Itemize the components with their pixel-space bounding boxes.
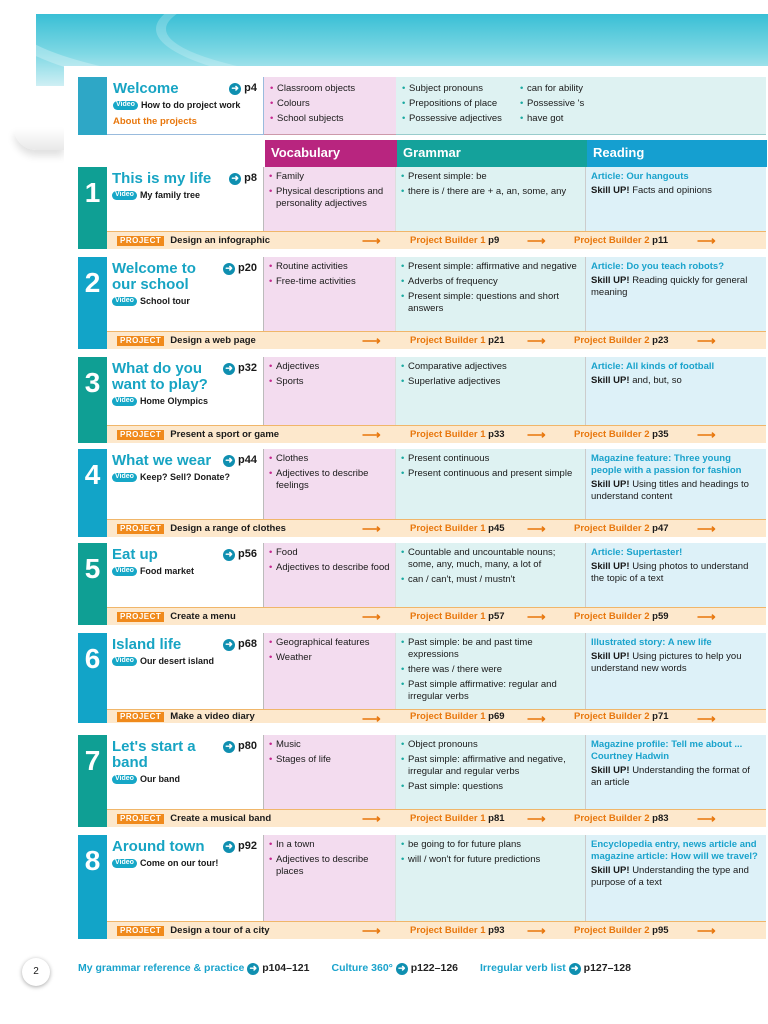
arrow-icon: ⟶ bbox=[527, 333, 546, 348]
unit-page-ref[interactable]: ➜ p32 bbox=[223, 362, 257, 376]
unit-number: 5 bbox=[78, 543, 107, 625]
unit-video[interactable]: Video Keep? Sell? Donate? bbox=[112, 472, 258, 483]
list-item: • there was / there were bbox=[401, 664, 580, 676]
skill-up: Skill UP! and, but, so bbox=[591, 374, 682, 386]
arrow-icon: ⟶ bbox=[697, 811, 716, 826]
unit-video[interactable]: Video School tour bbox=[112, 296, 258, 307]
unit-reading bbox=[586, 167, 766, 231]
arrow-circle-icon: ➜ bbox=[247, 963, 259, 975]
project-badge: PROJECT bbox=[117, 612, 164, 622]
skill-up: Skill UP! Using photos to understand the topic of a text bbox=[591, 560, 749, 584]
unit-video[interactable]: Video Our band bbox=[112, 774, 258, 785]
list-item: • Present continuous and present simple bbox=[401, 468, 580, 480]
list-item: • Object pronouns bbox=[401, 739, 580, 751]
unit-title-cell bbox=[107, 257, 264, 331]
project-title: Design a range of clothes bbox=[170, 522, 286, 534]
project-title: Create a menu bbox=[170, 610, 236, 622]
arrow-circle-icon: ➜ bbox=[223, 549, 235, 561]
reading-title: Illustrated story: A new life bbox=[591, 637, 712, 648]
arrow-icon: ⟶ bbox=[697, 711, 716, 727]
welcome-vocab bbox=[264, 77, 396, 135]
video-icon: Video bbox=[112, 775, 137, 784]
list-item: • Adjectives to describe food bbox=[269, 562, 390, 574]
unit-reading bbox=[586, 449, 766, 519]
footer-culture[interactable]: Culture 360° ➜ p122–126 bbox=[331, 962, 459, 974]
reading-title: Article: Do you teach robots? bbox=[591, 261, 725, 272]
project-builder-2[interactable]: Project Builder 2 p47 bbox=[574, 522, 669, 534]
arrow-icon: ⟶ bbox=[527, 609, 546, 624]
list-item: • can for ability bbox=[520, 83, 584, 95]
list-item: • can / can't, must / mustn't bbox=[401, 574, 580, 586]
reading-title: Article: Our hangouts bbox=[591, 171, 689, 182]
unit-video[interactable]: Video Home Olympics bbox=[112, 396, 258, 407]
unit-grammar bbox=[396, 835, 586, 921]
unit-video[interactable]: Video Come on our tour! bbox=[112, 858, 258, 869]
welcome-row bbox=[78, 77, 766, 135]
project-builder-1[interactable]: Project Builder 1 p9 bbox=[410, 234, 500, 246]
unit-row bbox=[78, 835, 766, 939]
unit-grammar bbox=[396, 257, 586, 331]
reading-title: Article: All kinds of football bbox=[591, 361, 715, 372]
list-item: • Present simple: questions and short answers bbox=[401, 291, 580, 315]
reading-title: Magazine feature: Three young people with a passion for fashion bbox=[591, 453, 742, 476]
list-item: • Subject pronouns bbox=[402, 83, 510, 95]
unit-number: 6 bbox=[78, 633, 107, 723]
list-item: • Family bbox=[269, 171, 390, 183]
project-builder-1[interactable]: Project Builder 1 p69 bbox=[410, 710, 505, 722]
list-item: • Countable and uncountable nouns; some, any, much, many, a lot of bbox=[401, 547, 580, 571]
unit-vocabulary bbox=[264, 835, 396, 921]
arrow-icon: ⟶ bbox=[527, 521, 546, 536]
unit-grammar bbox=[396, 543, 586, 607]
project-badge: PROJECT bbox=[117, 430, 164, 440]
reading-title: Magazine profile: Tell me about ... Courtney Hadwin bbox=[591, 739, 743, 762]
list-item: • Present simple: be bbox=[401, 171, 580, 183]
list-item: • Food bbox=[269, 547, 390, 559]
list-item: • Physical descriptions and personality adjectives bbox=[269, 186, 390, 210]
list-item: • Weather bbox=[269, 652, 390, 664]
unit-title-cell bbox=[107, 633, 264, 709]
arrow-icon: ⟶ bbox=[527, 923, 546, 938]
unit-title: What we wear bbox=[112, 452, 212, 469]
project-badge: PROJECT bbox=[117, 236, 164, 246]
footer-grammar-reference[interactable]: My grammar reference & practice ➜ p104–121 bbox=[78, 962, 310, 974]
reading-title: Article: Supertaster! bbox=[591, 547, 683, 558]
arrow-circle-icon: ➜ bbox=[223, 741, 235, 753]
list-item: • Past simple: questions bbox=[401, 781, 580, 793]
unit-number: 3 bbox=[78, 357, 107, 443]
arrow-circle-icon: ➜ bbox=[396, 963, 408, 975]
unit-reading bbox=[586, 735, 766, 809]
project-bar[interactable] bbox=[107, 921, 766, 939]
page-curl bbox=[14, 128, 64, 150]
project-bar[interactable] bbox=[107, 709, 766, 727]
list-item: • Adjectives to describe feelings bbox=[269, 468, 390, 492]
list-item: • Possessive 's bbox=[520, 98, 584, 110]
unit-vocabulary bbox=[264, 633, 396, 709]
skill-up: Skill UP! Understanding the type and purpose of a text bbox=[591, 864, 749, 888]
video-icon: Video bbox=[112, 297, 137, 306]
welcome-page-ref[interactable]: ➜ p4 bbox=[229, 82, 257, 96]
unit-title: Eat up bbox=[112, 546, 158, 563]
unit-video[interactable]: Video Food market bbox=[112, 566, 258, 577]
arrow-circle-icon: ➜ bbox=[223, 639, 235, 651]
unit-row bbox=[78, 735, 766, 827]
arrow-icon: ⟶ bbox=[362, 811, 381, 826]
project-title: Present a sport or game bbox=[170, 428, 280, 440]
welcome-color-bar bbox=[78, 77, 107, 135]
unit-page-ref[interactable]: ➜ p20 bbox=[223, 262, 257, 276]
project-builder-1[interactable]: Project Builder 1 p81 bbox=[410, 812, 505, 824]
unit-row bbox=[78, 449, 766, 537]
video-icon: Video bbox=[112, 473, 137, 482]
project-title: Make a video diary bbox=[170, 710, 255, 722]
list-item: • Present simple: affirmative and negative bbox=[401, 261, 580, 273]
unit-row bbox=[78, 167, 766, 249]
project-builder-1[interactable]: Project Builder 1 p45 bbox=[410, 522, 505, 534]
list-item: • Geographical features bbox=[269, 637, 390, 649]
list-item: • there is / there are + a, an, some, any bbox=[401, 186, 580, 198]
project-title: Design a tour of a city bbox=[170, 924, 270, 936]
unit-video[interactable]: Video My family tree bbox=[112, 190, 258, 201]
skill-up: Skill UP! Using pictures to help you understand new words bbox=[591, 650, 742, 674]
project-bar[interactable] bbox=[107, 425, 766, 443]
arrow-circle-icon: ➜ bbox=[569, 963, 581, 975]
project-badge: PROJECT bbox=[117, 712, 164, 722]
welcome-title: Welcome bbox=[113, 80, 179, 97]
project-builder-2[interactable]: Project Builder 2 p83 bbox=[574, 812, 669, 824]
project-builder-2[interactable]: Project Builder 2 p95 bbox=[574, 924, 669, 936]
unit-page-ref[interactable]: ➜ p92 bbox=[223, 840, 257, 854]
arrow-circle-icon: ➜ bbox=[229, 173, 241, 185]
list-item: • Stages of life bbox=[269, 754, 390, 766]
video-icon: Video bbox=[112, 191, 137, 200]
unit-title: This is my life bbox=[112, 170, 212, 187]
video-icon: Video bbox=[112, 657, 137, 666]
unit-title: Island life bbox=[112, 636, 182, 653]
unit-reading bbox=[586, 835, 766, 921]
arrow-icon: ⟶ bbox=[697, 427, 716, 442]
project-bar[interactable] bbox=[107, 809, 766, 827]
unit-reading bbox=[586, 357, 766, 425]
unit-reading bbox=[586, 543, 766, 607]
page-number: 2 bbox=[22, 958, 50, 986]
list-item: • Adverbs of frequency bbox=[401, 276, 580, 288]
project-title: Design an infographic bbox=[170, 234, 271, 246]
unit-title-cell bbox=[107, 735, 264, 809]
list-item: • be going to for future plans bbox=[401, 839, 580, 851]
arrow-icon: ⟶ bbox=[697, 233, 716, 248]
unit-title-cell bbox=[107, 357, 264, 425]
project-bar[interactable] bbox=[107, 519, 766, 537]
unit-page-ref[interactable]: ➜ p8 bbox=[229, 172, 257, 186]
welcome-video[interactable]: Video How to do project work bbox=[113, 100, 257, 111]
video-icon: Video bbox=[112, 397, 137, 406]
unit-title-cell bbox=[107, 449, 264, 519]
arrow-icon: ⟶ bbox=[697, 609, 716, 624]
unit-page-ref[interactable]: ➜ p44 bbox=[223, 454, 257, 468]
unit-vocabulary bbox=[264, 257, 396, 331]
unit-title: Around town bbox=[112, 838, 205, 855]
reading-title: Encyclopedia entry, news article and magazine article: How will we travel? bbox=[591, 839, 758, 862]
arrow-icon: ⟶ bbox=[362, 609, 381, 624]
footer-irregular-verbs[interactable]: Irregular verb list ➜ p127–128 bbox=[480, 962, 631, 974]
project-builder-2[interactable]: Project Builder 2 p11 bbox=[574, 234, 668, 246]
project-badge: PROJECT bbox=[117, 524, 164, 534]
unit-title: Let's start a band bbox=[112, 738, 196, 771]
welcome-grammar bbox=[396, 77, 766, 135]
list-item: • Adjectives to describe places bbox=[269, 854, 390, 878]
project-bar[interactable] bbox=[107, 231, 766, 249]
unit-row bbox=[78, 633, 766, 727]
list-item: • Past simple affirmative: regular and irregular verbs bbox=[401, 679, 580, 703]
list-item: • Present continuous bbox=[401, 453, 580, 465]
arrow-icon: ⟶ bbox=[527, 233, 546, 248]
arrow-icon: ⟶ bbox=[362, 923, 381, 938]
unit-number: 1 bbox=[78, 167, 107, 249]
list-item: • Prepositions of place bbox=[402, 98, 510, 110]
arrow-circle-icon: ➜ bbox=[223, 455, 235, 467]
arrow-icon: ⟶ bbox=[362, 233, 381, 248]
welcome-title-cell bbox=[107, 77, 264, 135]
list-item: • will / won't for future predictions bbox=[401, 854, 580, 866]
project-builder-1[interactable]: Project Builder 1 p57 bbox=[410, 610, 505, 622]
unit-page-ref[interactable]: ➜ p80 bbox=[223, 740, 257, 754]
header-vocabulary: Vocabulary bbox=[265, 140, 397, 167]
project-badge: PROJECT bbox=[117, 336, 164, 346]
arrow-icon: ⟶ bbox=[362, 711, 381, 727]
unit-reading bbox=[586, 257, 766, 331]
list-item: • Past simple: be and past time expressions bbox=[401, 637, 580, 661]
unit-title-cell bbox=[107, 835, 264, 921]
unit-vocabulary bbox=[264, 449, 396, 519]
unit-grammar bbox=[396, 167, 586, 231]
unit-vocabulary bbox=[264, 543, 396, 607]
unit-row bbox=[78, 357, 766, 443]
unit-row bbox=[78, 257, 766, 349]
project-builder-2[interactable]: Project Builder 2 p35 bbox=[574, 428, 669, 440]
project-title: Design a web page bbox=[170, 334, 256, 346]
arrow-icon: ⟶ bbox=[527, 811, 546, 826]
header-reading: Reading bbox=[587, 140, 767, 167]
header-grammar: Grammar bbox=[397, 140, 587, 167]
list-item: • Sports bbox=[269, 376, 390, 388]
project-builder-2[interactable]: Project Builder 2 p59 bbox=[574, 610, 669, 622]
list-item: • Music bbox=[269, 739, 390, 751]
unit-vocabulary bbox=[264, 735, 396, 809]
list-item: • Comparative adjectives bbox=[401, 361, 580, 373]
list-item: • Colours bbox=[270, 98, 390, 110]
video-icon: Video bbox=[112, 859, 137, 868]
skill-up: Skill UP! Facts and opinions bbox=[591, 184, 712, 196]
arrow-icon: ⟶ bbox=[362, 521, 381, 536]
project-bar[interactable] bbox=[107, 607, 766, 625]
unit-row bbox=[78, 543, 766, 625]
unit-title-cell bbox=[107, 167, 264, 231]
list-item: • Routine activities bbox=[269, 261, 390, 273]
unit-title-cell bbox=[107, 543, 264, 607]
list-item: • Superlative adjectives bbox=[401, 376, 580, 388]
unit-number: 8 bbox=[78, 835, 107, 939]
skill-up: Skill UP! Reading quickly for general meaning bbox=[591, 274, 748, 298]
list-item: • In a town bbox=[269, 839, 390, 851]
unit-vocabulary bbox=[264, 357, 396, 425]
list-item: • Free-time activities bbox=[269, 276, 390, 288]
arrow-icon: ⟶ bbox=[527, 427, 546, 442]
arrow-icon: ⟶ bbox=[362, 427, 381, 442]
unit-number: 7 bbox=[78, 735, 107, 827]
footer-links bbox=[78, 962, 631, 975]
project-builder-1[interactable]: Project Builder 1 p33 bbox=[410, 428, 505, 440]
arrow-circle-icon: ➜ bbox=[223, 841, 235, 853]
project-bar[interactable] bbox=[107, 331, 766, 349]
project-builder-1[interactable]: Project Builder 1 p21 bbox=[410, 334, 505, 346]
arrow-icon: ⟶ bbox=[362, 333, 381, 348]
list-item: • Possessive adjectives bbox=[402, 113, 510, 125]
list-item: • Past simple: affirmative and negative, irregular and regular verbs bbox=[401, 754, 580, 778]
unit-grammar bbox=[396, 449, 586, 519]
arrow-icon: ⟶ bbox=[697, 521, 716, 536]
unit-grammar bbox=[396, 357, 586, 425]
list-item: • School subjects bbox=[270, 113, 390, 125]
unit-title: Welcome to our school bbox=[112, 260, 196, 293]
unit-reading bbox=[586, 633, 766, 709]
project-badge: PROJECT bbox=[117, 926, 164, 936]
unit-title: What do you want to play? bbox=[112, 360, 208, 393]
arrow-icon: ⟶ bbox=[697, 923, 716, 938]
about-projects-link[interactable]: About the projects bbox=[113, 116, 197, 127]
list-item: • Adjectives bbox=[269, 361, 390, 373]
unit-video[interactable]: Video Our desert island bbox=[112, 656, 258, 667]
project-badge: PROJECT bbox=[117, 814, 164, 824]
unit-page-ref[interactable]: ➜ p68 bbox=[223, 638, 257, 652]
list-item: • have got bbox=[520, 113, 584, 125]
skill-up: Skill UP! Understanding the format of an article bbox=[591, 764, 750, 788]
unit-vocabulary bbox=[264, 167, 396, 231]
project-builder-1[interactable]: Project Builder 1 p93 bbox=[410, 924, 505, 936]
column-headers bbox=[265, 140, 767, 167]
arrow-circle-icon: ➜ bbox=[223, 263, 235, 275]
arrow-icon: ⟶ bbox=[697, 333, 716, 348]
list-item: • Classroom objects bbox=[270, 83, 390, 95]
unit-grammar bbox=[396, 735, 586, 809]
skill-up: Skill UP! Using titles and headings to understand content bbox=[591, 478, 749, 502]
unit-number: 4 bbox=[78, 449, 107, 537]
project-builder-2[interactable]: Project Builder 2 p71 bbox=[574, 710, 669, 722]
project-builder-2[interactable]: Project Builder 2 p23 bbox=[574, 334, 669, 346]
unit-page-ref[interactable]: ➜ p56 bbox=[223, 548, 257, 562]
unit-number: 2 bbox=[78, 257, 107, 349]
arrow-circle-icon: ➜ bbox=[229, 83, 241, 95]
arrow-icon: ⟶ bbox=[527, 711, 546, 727]
video-icon: Video bbox=[112, 567, 137, 576]
video-icon: Video bbox=[113, 101, 138, 110]
list-item: • Clothes bbox=[269, 453, 390, 465]
project-title: Create a musical band bbox=[170, 812, 272, 824]
unit-grammar bbox=[396, 633, 586, 709]
arrow-circle-icon: ➜ bbox=[223, 363, 235, 375]
